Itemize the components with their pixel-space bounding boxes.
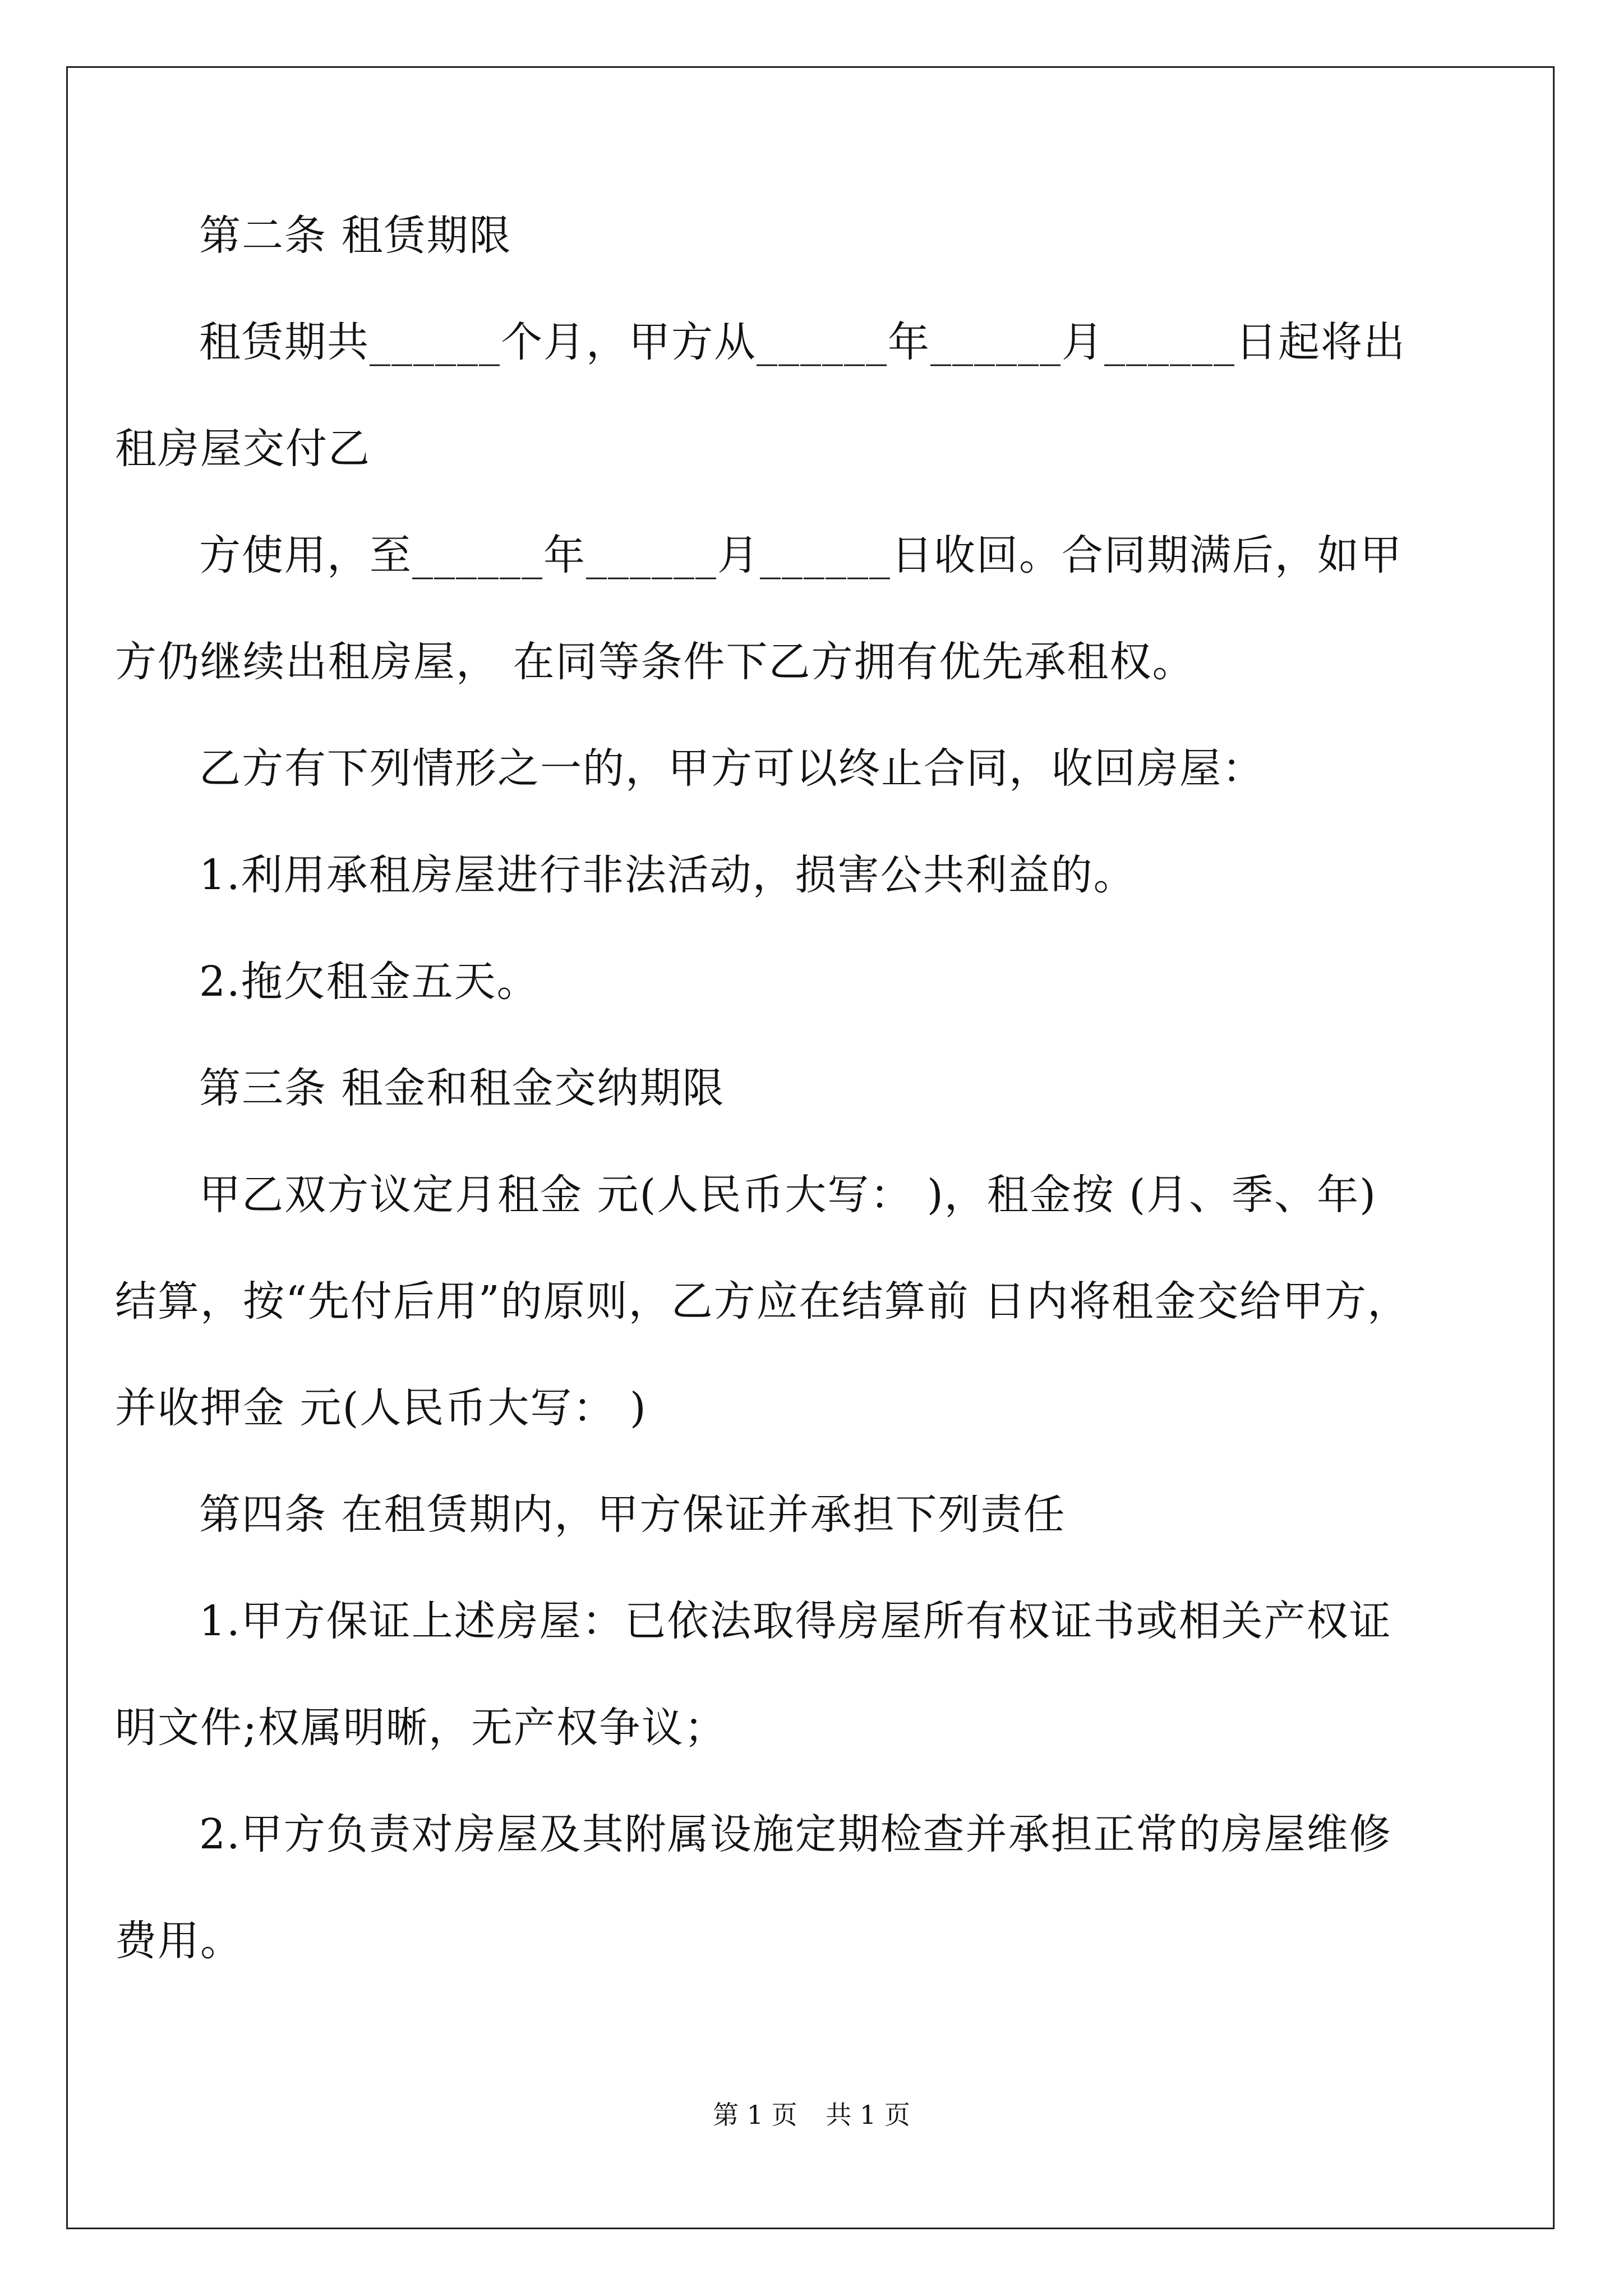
paragraph-line: 租赁期共______个月，甲方从______年______月______日起将出 xyxy=(199,318,1406,366)
page-border xyxy=(66,66,1555,2229)
heading-article-3: 第三条 租金和租金交纳期限 xyxy=(199,1064,725,1112)
paragraph-line: 明文件;权属明晰，无产权争议； xyxy=(115,1704,727,1752)
paragraph-line: 租房屋交付乙 xyxy=(115,425,371,473)
heading-article-2: 第二条 租赁期限 xyxy=(199,211,512,260)
list-item: 2.拖欠租金五天。 xyxy=(199,958,540,1006)
paragraph-line: 方仍继续出租房屋， 在同等条件下乙方拥有优先承租权。 xyxy=(115,638,1195,686)
heading-article-4: 第四条 在租赁期内，甲方保证并承担下列责任 xyxy=(199,1490,1066,1539)
paragraph-line: 甲乙双方议定月租金 元(人民币大写： )，租金按 (月、季、年) xyxy=(199,1171,1377,1219)
list-item: 2.甲方负责对房屋及其附属设施定期检查并承担正常的房屋维修 xyxy=(199,1810,1392,1858)
paragraph-line: 结算，按“先付后用”的原则，乙方应在结算前 日内将租金交给甲方， xyxy=(115,1277,1410,1326)
page-footer xyxy=(0,2098,1623,2132)
list-item: 1.甲方保证上述房屋：已依法取得房屋所有权证书或相关产权证 xyxy=(199,1597,1392,1645)
paragraph-line: 方使用，至______年______月______日收回。合同期满后，如甲 xyxy=(199,531,1403,579)
paragraph-line: 费用。 xyxy=(115,1917,243,1965)
page-number: 第 1 页 xyxy=(713,2100,797,2130)
paragraph-line: 乙方有下列情形之一的，甲方可以终止合同，收回房屋： xyxy=(199,744,1265,793)
paragraph-line: 并收押金 元(人民币大写： ) xyxy=(115,1384,647,1432)
list-item: 1.利用承租房屋进行非法活动，损害公共利益的。 xyxy=(199,851,1136,899)
page-total: 共 1 页 xyxy=(826,2100,910,2130)
